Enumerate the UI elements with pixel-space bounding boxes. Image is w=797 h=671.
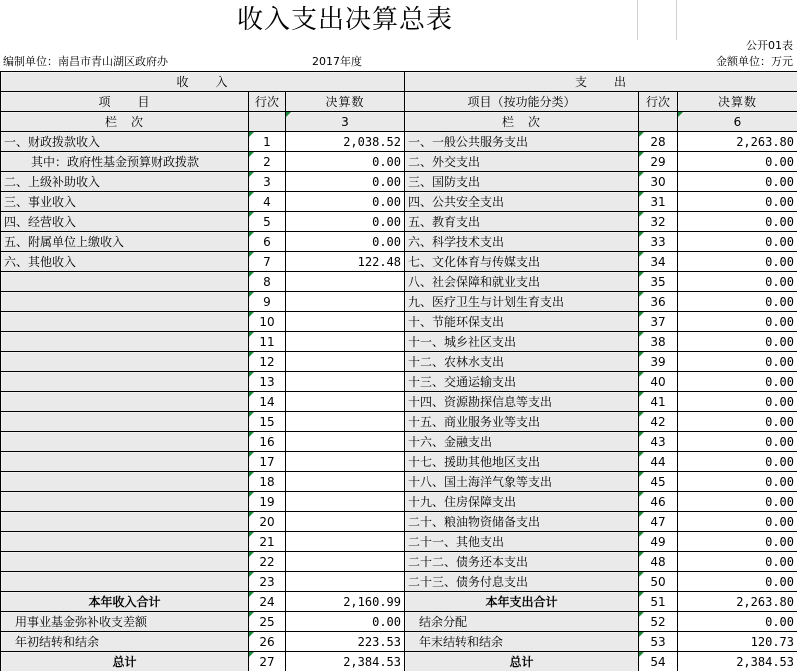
table-row [1,372,797,392]
expense-line-no-cell: 38 [639,332,678,352]
expense-line-no-cell: 47 [639,512,678,532]
income-line-no-cell: 25 [249,612,286,632]
expense-amount-cell: 0.00 [678,152,797,172]
table-row [1,612,797,632]
expense-line-no-cell: 32 [639,212,678,232]
income-amount-cell: 2,384.53 [286,652,405,671]
expense-amount-cell: 2,263.80 [678,132,797,152]
income-amount-cell [286,572,405,592]
expense-item-cell: 年末结转和结余 [405,632,639,652]
income-line-no-cell: 18 [249,472,286,492]
table-row [1,492,797,512]
expense-line-no-cell: 52 [639,612,678,632]
expense-line-no-cell: 49 [639,532,678,552]
income-line-no-cell: 19 [249,492,286,512]
income-line-no-cell: 4 [249,192,286,212]
income-line-no-cell: 23 [249,572,286,592]
table-row [1,232,797,252]
income-amount-cell [286,552,405,572]
table-row [1,212,797,232]
table-row [1,132,797,152]
income-item-cell: 本年收入合计 [1,592,249,612]
income-amount-cell: 0.00 [286,172,405,192]
expense-amount-cell: 0.00 [678,372,797,392]
income-item-cell [1,572,249,592]
expense-section-header: 支 出 [405,72,797,92]
income-item-cell [1,352,249,372]
line-no-right-header: 行次 [639,92,678,112]
expense-item-cell: 九、医疗卫生与计划生育支出 [405,292,639,312]
expense-item-cell: 十二、农林水支出 [405,352,639,372]
expense-line-no-cell: 51 [639,592,678,612]
income-item-cell [1,312,249,332]
expense-item-cell: 五、教育支出 [405,212,639,232]
expense-line-no-cell: 40 [639,372,678,392]
col-blank-left [249,112,286,132]
income-amount-cell: 223.53 [286,632,405,652]
col-blank-right [639,112,678,132]
table-row [1,392,797,412]
expense-amount-cell: 0.00 [678,552,797,572]
expense-amount-cell: 0.00 [678,392,797,412]
report-title: 收入支出决算总表 [236,5,453,35]
table-row [1,592,797,612]
income-amount-cell [286,512,405,532]
table-row [1,552,797,572]
income-amount-cell: 0.00 [286,612,405,632]
income-line-no-cell: 16 [249,432,286,452]
expense-line-no-cell: 41 [639,392,678,412]
income-line-no-cell: 11 [249,332,286,352]
expense-amount-cell: 0.00 [678,332,797,352]
expense-line-no-cell: 36 [639,292,678,312]
income-item-cell [1,452,249,472]
table-row [1,572,797,592]
income-line-no-cell: 27 [249,652,286,671]
col-num-right: 6 [678,112,797,132]
expense-item-cell: 二十二、债务还本支出 [405,552,639,572]
expense-amount-cell: 2,384.53 [678,652,797,671]
section-header-row [1,72,797,92]
expense-item-cell: 十七、援助其他地区支出 [405,452,639,472]
expense-line-no-cell: 46 [639,492,678,512]
income-amount-cell: 2,038.52 [286,132,405,152]
income-line-no-cell: 15 [249,412,286,432]
expense-amount-cell: 0.00 [678,492,797,512]
expense-item-cell: 十九、住房保障支出 [405,492,639,512]
income-line-no-cell: 14 [249,392,286,412]
income-item-cell [1,332,249,352]
income-expense-table [0,71,797,671]
sheet-gridline [637,0,638,40]
income-amount-cell [286,332,405,352]
expense-item-cell: 二十、粮油物资储备支出 [405,512,639,532]
income-line-no-cell: 7 [249,252,286,272]
expense-line-no-cell: 31 [639,192,678,212]
expense-amount-cell: 0.00 [678,572,797,592]
expense-line-no-cell: 34 [639,252,678,272]
expense-line-no-cell: 29 [639,152,678,172]
expense-line-no-cell: 35 [639,272,678,292]
income-amount-cell [286,272,405,292]
form-code: 公开01表 [746,39,793,52]
income-item-cell: 总计 [1,652,249,671]
expense-line-no-cell: 33 [639,232,678,252]
expense-item-cell: 十、节能环保支出 [405,312,639,332]
col-num-left: 3 [286,112,405,132]
expense-item-cell: 十六、金融支出 [405,432,639,452]
table-row [1,632,797,652]
income-line-no-cell: 12 [249,352,286,372]
table-row [1,252,797,272]
expense-amount-cell: 0.00 [678,232,797,252]
expense-amount-cell: 0.00 [678,292,797,312]
expense-item-cell: 二、外交支出 [405,152,639,172]
amount-header: 决算数 [286,92,405,112]
table-row [1,452,797,472]
table-row [1,192,797,212]
income-amount-cell [286,312,405,332]
income-line-no-cell: 24 [249,592,286,612]
income-item-cell [1,292,249,312]
expense-item-cell: 六、科学技术支出 [405,232,639,252]
income-item-cell [1,392,249,412]
income-item-cell: 三、事业收入 [1,192,249,212]
report-year: 2017年度 [312,55,362,68]
income-line-no-cell: 2 [249,152,286,172]
table-row [1,152,797,172]
expense-item-cell: 十三、交通运输支出 [405,372,639,392]
table-row [1,532,797,552]
table-row [1,412,797,432]
income-line-no-cell: 1 [249,132,286,152]
income-amount-cell [286,372,405,392]
income-amount-cell [286,492,405,512]
income-item-cell [1,272,249,292]
income-amount-cell: 122.48 [286,252,405,272]
income-item-cell [1,492,249,512]
unit-label: 编制单位：南昌市青山湖区政府办 [3,55,168,68]
expense-item-cell: 十一、城乡社区支出 [405,332,639,352]
table-row [1,312,797,332]
expense-amount-cell: 2,263.80 [678,592,797,612]
income-amount-cell [286,532,405,552]
expense-line-no-cell: 39 [639,352,678,372]
expense-amount-cell: 0.00 [678,472,797,492]
income-amount-cell: 0.00 [286,192,405,212]
income-line-no-cell: 9 [249,292,286,312]
item-right-header: 项目（按功能分类） [405,92,639,112]
income-item-cell: 四、经营收入 [1,212,249,232]
sheet-gridline [676,0,677,40]
table-row [1,472,797,492]
item-header: 项 目 [1,92,249,112]
table-row [1,172,797,192]
expense-item-cell: 七、文化体育与传媒支出 [405,252,639,272]
expense-line-no-cell: 42 [639,412,678,432]
income-amount-cell: 0.00 [286,232,405,252]
income-item-cell [1,512,249,532]
expense-line-no-cell: 48 [639,552,678,572]
income-line-no-cell: 21 [249,532,286,552]
income-item-cell [1,412,249,432]
income-line-no-cell: 22 [249,552,286,572]
table-row [1,292,797,312]
income-line-no-cell: 5 [249,212,286,232]
expense-line-no-cell: 54 [639,652,678,671]
col-label-right: 栏 次 [405,112,639,132]
income-amount-cell [286,472,405,492]
income-amount-cell [286,392,405,412]
income-line-no-cell: 17 [249,452,286,472]
column-header-row [1,92,797,112]
col-label-left: 栏 次 [1,112,249,132]
expense-line-no-cell: 45 [639,472,678,492]
income-item-cell [1,372,249,392]
expense-amount-cell: 0.00 [678,252,797,272]
expense-amount-cell: 0.00 [678,172,797,192]
expense-item-cell: 二十三、债务付息支出 [405,572,639,592]
expense-line-no-cell: 53 [639,632,678,652]
income-item-cell: 五、附属单位上缴收入 [1,232,249,252]
income-line-no-cell: 13 [249,372,286,392]
expense-amount-cell: 0.00 [678,532,797,552]
income-item-cell: 二、上级补助收入 [1,172,249,192]
expense-item-cell: 十四、资源勘探信息等支出 [405,392,639,412]
expense-item-cell: 本年支出合计 [405,592,639,612]
expense-item-cell: 二十一、其他支出 [405,532,639,552]
expense-amount-cell: 0.00 [678,452,797,472]
table-row [1,512,797,532]
expense-amount-cell: 0.00 [678,612,797,632]
expense-amount-cell: 0.00 [678,212,797,232]
expense-line-no-cell: 30 [639,172,678,192]
currency-label: 金额单位：万元 [716,55,793,68]
income-line-no-cell: 26 [249,632,286,652]
expense-line-no-cell: 28 [639,132,678,152]
income-item-cell: 用事业基金弥补收支差额 [1,612,249,632]
table-row [1,432,797,452]
table-row [1,332,797,352]
expense-line-no-cell: 50 [639,572,678,592]
line-no-header: 行次 [249,92,286,112]
expense-amount-cell: 0.00 [678,512,797,532]
expense-item-cell: 三、国防支出 [405,172,639,192]
income-item-cell [1,552,249,572]
income-amount-cell [286,432,405,452]
income-item-cell: 年初结转和结余 [1,632,249,652]
income-line-no-cell: 3 [249,172,286,192]
income-amount-cell [286,412,405,432]
income-item-cell: 一、财政拨款收入 [1,132,249,152]
expense-amount-cell: 0.00 [678,192,797,212]
expense-amount-cell: 0.00 [678,312,797,332]
expense-line-no-cell: 43 [639,432,678,452]
expense-item-cell: 十八、国土海洋气象等支出 [405,472,639,492]
income-item-cell [1,432,249,452]
income-line-no-cell: 10 [249,312,286,332]
expense-amount-cell: 0.00 [678,352,797,372]
income-line-no-cell: 20 [249,512,286,532]
expense-amount-cell: 0.00 [678,272,797,292]
income-item-cell: 六、其他收入 [1,252,249,272]
table-row [1,652,797,671]
income-amount-cell [286,352,405,372]
income-item-cell [1,532,249,552]
expense-item-cell: 总计 [405,652,639,671]
income-line-no-cell: 8 [249,272,286,292]
expense-amount-cell: 0.00 [678,432,797,452]
column-number-row [1,112,797,132]
table-row [1,352,797,372]
expense-item-cell: 十五、商业服务业等支出 [405,412,639,432]
income-amount-cell: 2,160.99 [286,592,405,612]
income-amount-cell: 0.00 [286,152,405,172]
table-row [1,272,797,292]
income-section-header: 收 入 [1,72,405,92]
income-amount-cell: 0.00 [286,212,405,232]
expense-amount-cell: 120.73 [678,632,797,652]
income-item-cell [1,472,249,492]
amount-right-header: 决算数 [678,92,797,112]
income-line-no-cell: 6 [249,232,286,252]
expense-item-cell: 八、社会保障和就业支出 [405,272,639,292]
income-amount-cell [286,452,405,472]
expense-line-no-cell: 37 [639,312,678,332]
income-item-cell: 其中：政府性基金预算财政拨款 [1,152,249,172]
expense-item-cell: 结余分配 [405,612,639,632]
income-amount-cell [286,292,405,312]
expense-item-cell: 四、公共安全支出 [405,192,639,212]
expense-item-cell: 一、一般公共服务支出 [405,132,639,152]
expense-amount-cell: 0.00 [678,412,797,432]
expense-line-no-cell: 44 [639,452,678,472]
